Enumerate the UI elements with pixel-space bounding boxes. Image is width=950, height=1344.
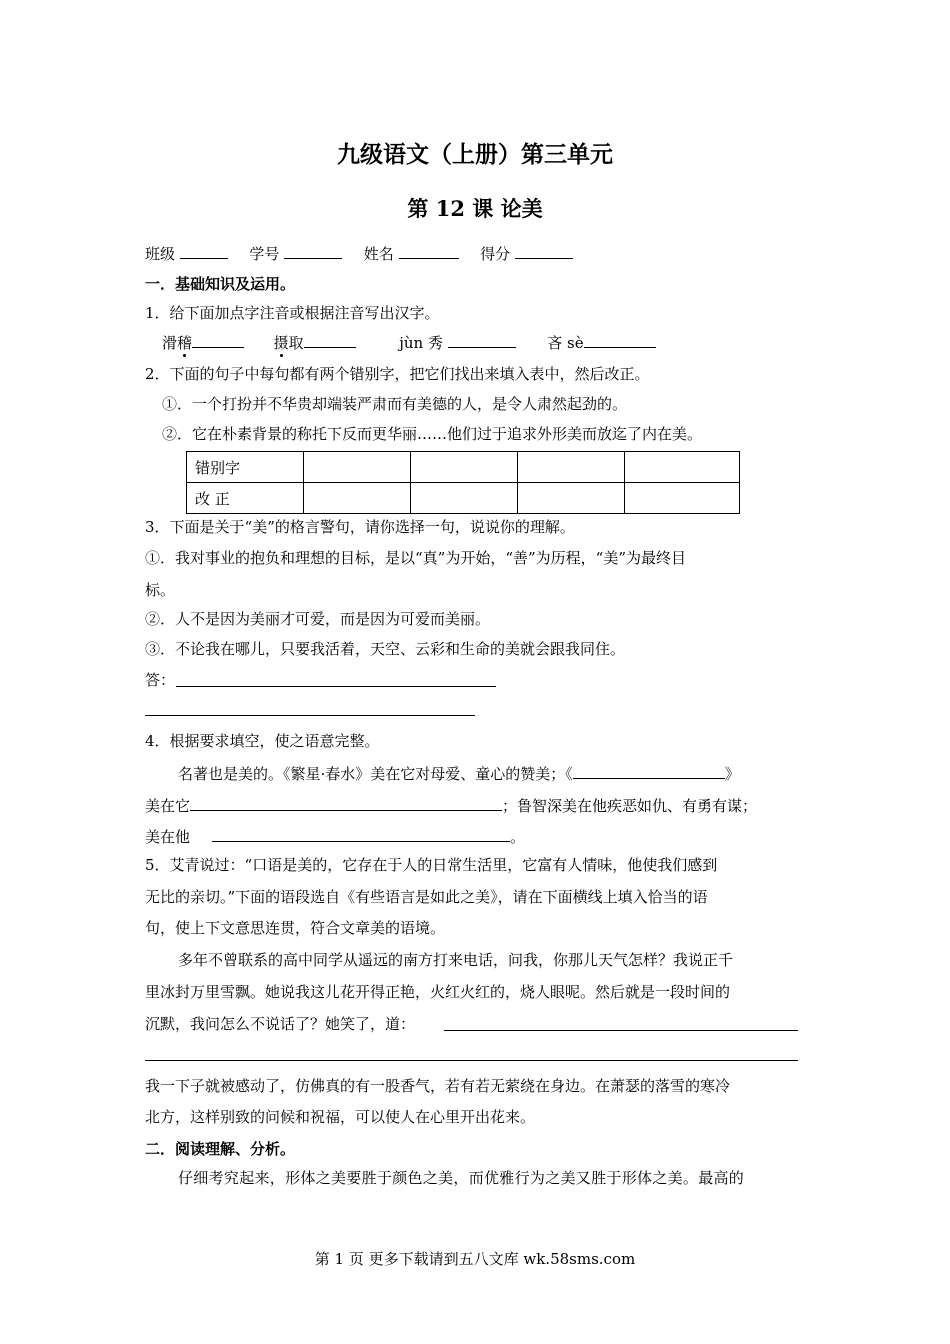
- q5-line2: 无比的亲切。”下面的语段选自《有些语言是如此之美》，请在下面横线上填入恰当的语: [145, 888, 708, 906]
- table-label-wrong: 错别字: [187, 452, 304, 483]
- q4-line1: [178, 762, 740, 784]
- q5-passage-line3: 沉默，我问怎么不说话了？她笑了，道：: [145, 1015, 416, 1033]
- section2-heading: 二．阅读理解、分析。: [145, 1140, 296, 1158]
- number-blank[interactable]: [284, 242, 342, 259]
- table-label-correct: 改 正: [187, 483, 304, 514]
- table-cell[interactable]: [518, 483, 625, 514]
- q1-prompt: 1．给下面加点字注音或根据注音写出汉字。: [145, 304, 440, 322]
- q1-item2-blank[interactable]: [304, 331, 356, 348]
- page-footer: 第 1 页 更多下载请到五八文库 wk.58sms.com: [314, 1250, 636, 1268]
- q3-quote-3: ③．不论我在哪儿，只要我活着，天空、云彩和生命的美就会跟我同住。: [145, 640, 626, 658]
- score-blank[interactable]: [515, 242, 573, 259]
- q1-item3-blank[interactable]: [448, 331, 516, 348]
- correction-table: [186, 451, 740, 514]
- lesson-title: 第 12 课 论美: [407, 196, 543, 221]
- q5-line1: 5．艾青说过：“口语是美的，它存在于人的日常生活里，它富有人情味，他使我们感到: [145, 856, 718, 874]
- q2-prompt: 2．下面的句子中每句都有两个错别字，把它们找出来填入表中，然后改正。: [145, 365, 650, 383]
- q5-passage-line1: 多年不曾联系的高中同学从遥远的南方打来电话，问我，你那儿天气怎样？我说正千: [178, 951, 734, 969]
- q3-prompt: 3．下面是关于“美”的格言警句，请你选择一句，说说你的理解。: [145, 518, 575, 536]
- q1-item1-text: 滑: [162, 334, 178, 352]
- q5-line3: 句，使上下文意思连贯，符合文章美的语境。: [145, 919, 446, 937]
- q3-quote-1-line1: ①．我对事业的抱负和理想的目标，是以“真”为开始，“善”为历程，“美”为最终目: [145, 549, 687, 567]
- name-label: 姓名: [363, 245, 394, 263]
- score-label: 得分: [480, 245, 511, 263]
- page-title: 九级语文（上册）第三单元: [337, 141, 613, 168]
- q4-prompt: 4．根据要求填空，使之语意完整。: [145, 732, 380, 750]
- class-blank[interactable]: [180, 242, 228, 259]
- q1-item2-text: 取: [288, 334, 304, 352]
- table-cell[interactable]: [411, 452, 518, 483]
- q5-passage-line4: 我一下子就被感动了，仿佛真的有一股香气，若有若无萦绕在身边。在萧瑟的落雪的寒冷: [145, 1077, 731, 1095]
- q3-answer-line[interactable]: [176, 686, 496, 687]
- q1-item3-text: jùn 秀: [399, 334, 443, 352]
- q1-item1-dotted-char: 稽: [177, 334, 193, 352]
- q2-sentence-1: ①．一个打扮并不华贵却端装严肃而有美德的人，是令人肃然起劲的。: [162, 395, 628, 413]
- table-cell[interactable]: [411, 483, 518, 514]
- q1-item2-dotted-char: 摄: [273, 334, 289, 352]
- class-label: 班级: [145, 245, 176, 263]
- q1-items: [162, 331, 656, 353]
- q4-line2-tail: ；鲁智深美在他疾恶如仇、有勇有谋；: [502, 797, 758, 815]
- q4-line2: [145, 794, 757, 816]
- q1-item1-blank[interactable]: [192, 331, 244, 348]
- q4-line2-text: 美在它: [145, 797, 191, 815]
- section2-passage-line1: 仔细考究起来，形体之美要胜于颜色之美，而优雅行为之美又胜于形体之美。最高的: [178, 1169, 745, 1187]
- q4-book-blank[interactable]: [573, 762, 725, 779]
- table-cell[interactable]: [304, 483, 411, 514]
- q4-line3-blank[interactable]: [212, 825, 510, 842]
- table-cell[interactable]: [304, 452, 411, 483]
- q5-answer-line[interactable]: [444, 1030, 798, 1031]
- name-blank[interactable]: [399, 242, 459, 259]
- q4-line2-blank[interactable]: [190, 794, 502, 811]
- q1-item4-text: 吝 sè: [547, 334, 584, 352]
- q4-line3-tail: 。: [510, 828, 526, 846]
- q3-quote-2: ②．人不是因为美丽才可爱，而是因为可爱而美丽。: [145, 610, 491, 628]
- q3-quote-1-line2: 标。: [145, 581, 176, 599]
- section1-heading: 一．基础知识及运用。: [145, 275, 296, 293]
- q4-line3: [145, 825, 525, 847]
- q5-passage-line5: 北方，这样别致的问候和祝福，可以使人在心里开出花来。: [145, 1108, 536, 1126]
- student-info-row: [145, 242, 573, 264]
- q4-line1-text: 名著也是美的。《繁星·春水》美在它对母爱、童心的赞美；《: [178, 765, 573, 783]
- q3-answer-line[interactable]: [145, 715, 475, 716]
- table-row: [187, 452, 740, 483]
- q5-answer-line[interactable]: [145, 1060, 798, 1061]
- q5-passage-line2: 里冰封万里雪飘。她说我这儿花开得正艳，火红火红的，烧人眼呢。然后就是一段时间的: [145, 983, 731, 1001]
- table-cell[interactable]: [625, 452, 740, 483]
- q2-sentence-2: ②．它在朴素背景的称托下反而更华丽……他们过于追求外形美而放迄了内在美。: [162, 425, 703, 443]
- table-cell[interactable]: [518, 452, 625, 483]
- q4-line3-text: 美在他: [145, 828, 191, 846]
- q3-answer-label: 答：: [145, 671, 176, 689]
- table-row: [187, 483, 740, 514]
- table-cell[interactable]: [625, 483, 740, 514]
- number-label: 学号: [249, 245, 280, 263]
- q4-line1-close: 》: [724, 765, 740, 783]
- q1-item4-blank[interactable]: [584, 331, 656, 348]
